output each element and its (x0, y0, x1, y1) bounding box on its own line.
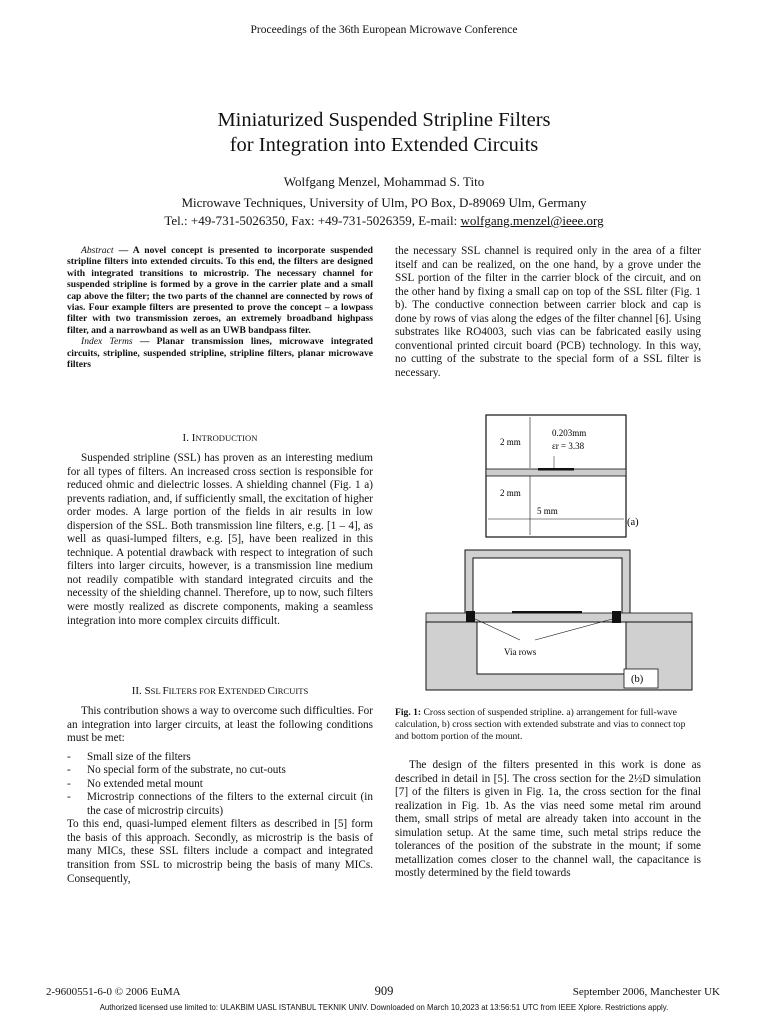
page-number: 909 (374, 984, 394, 998)
via-right (612, 611, 621, 623)
figure-1a-cross-section (486, 415, 639, 537)
list-item: - Small size of the filters (67, 751, 373, 765)
strip-conductor-b (512, 611, 582, 614)
section-2-body (67, 705, 373, 886)
index-terms-dash: — (132, 336, 157, 348)
list-item: - Microstrip connections of the filters to the external circuit (in the case of microstrip circuits) (67, 791, 373, 818)
figure-1 (420, 412, 710, 697)
paragraph: the necessary SSL channel is required only in the area of a filter itself and can be realized, on the one hand, by a grove under the SSL portion of the filter in the carrier block of the circuit, and on the other hand by fixing a small cap on top of the SSL filter (Fig. 1 b). The conductive connection between carrier block and cap is done by rows of vias along the edges of the filter channel [6]. Using substrates like RO4003, such vias can be fabricated easily using conventional printed circuit board (PCB) technology. In this way, no cutting of the substrate to the special form of a SSL filter is necessary. (395, 245, 701, 379)
footer-isbn: 2-9600551-6-0 © 2006 EuMA (46, 986, 181, 998)
caption-text: Cross section of suspended stripline. a) arrangement for full-wave calculation, b) cross section with extended substrate and vias to connect top and bottom portion of the mount. (395, 707, 686, 743)
via-left (466, 611, 475, 623)
title-line-1: Miniaturized Suspended Stripline Filters (217, 109, 551, 131)
abstract-label: Abstract (81, 245, 114, 256)
paragraph: This contribution shows a way to overcome such difficulties. For an integration into larger circuits, at least the following conditions must be met: (67, 705, 373, 745)
section-1-heading: I. INTRODUCTION (182, 432, 258, 444)
label-a: (a) (627, 517, 639, 528)
proceedings-header: Proceedings of the 36th European Microwave Conference (250, 24, 518, 36)
abstract (67, 245, 373, 370)
footer-conference: September 2006, Manchester UK (572, 986, 720, 998)
authors: Wolfgang Menzel, Mohammad S. Tito (283, 174, 485, 189)
dim-bottom-label: 2 mm (500, 488, 521, 498)
email-link[interactable]: wolfgang.menzel@ieee.org (460, 213, 604, 228)
section-2-heading: II. SSL FILTERS FOR EXTENDED CIRCUITS (131, 685, 309, 697)
figure-caption (395, 707, 701, 744)
dim-width-label: 5 mm (537, 506, 558, 516)
contact-text: Tel.: +49-731-5026350, Fax: +49-731-5026359, E-mail: (164, 213, 461, 228)
right-column-top (395, 245, 701, 380)
index-terms-text: Planar transmission lines, microwave integrated circuits, stripline, suspended stripline, stripline filters, planar microwave filters (67, 336, 373, 371)
authorized-use-notice: Authorized licensed use limited to: ULAKBIM UASL ISTANBUL TEKNIK UNIV. Downloaded on March 10,2023 at 13:56:51 UTC from IEEE Xplore. Restrictions apply. (99, 1003, 669, 1012)
condition-list (67, 751, 373, 819)
substrate-b (426, 613, 692, 622)
abstract-dash: — (113, 245, 133, 256)
dim-eps-label: εr = 3.38 (552, 441, 585, 451)
caption-label: Fig. 1: (395, 707, 422, 718)
strip-conductor-a (538, 468, 574, 471)
section-1-body (67, 452, 373, 628)
title-line-2: for Integration into Extended Circuits (229, 134, 539, 156)
right-column-bottom (395, 759, 701, 881)
paper-title (0, 108, 768, 158)
via-rows-label: Via rows (504, 647, 537, 657)
affiliation-contact (0, 212, 768, 230)
dim-top-label: 2 mm (500, 437, 521, 447)
figure-1b-cross-section (426, 550, 692, 690)
list-item: - No special form of the substrate, no cut-outs (67, 764, 373, 778)
cap (465, 550, 630, 614)
affiliation (0, 194, 768, 230)
affiliation-address: Microwave Techniques, University of Ulm, PO Box, D-89069 Ulm, Germany (181, 195, 587, 210)
paragraph: The design of the filters presented in this work is done as described in detail in [5]. The cross section for the 2½D simulation [7] of the filters is given in Fig. 1a, the cross section for the final realization in Fig. 1b. As the vias need some metal rim around them, small strips of metal are already taken into account in the simulation setup. At the same time, such metal strips reduce the tolerances of the position of the substrate in the mount; if some metallization comes closer to the channel wall, the capacitance is mostly determined by the field towards (395, 759, 701, 880)
paragraph: To this end, quasi-lumped element filters as described in [5] form the basis of this approach. Secondly, as microstrip is the basis of many MICs, these SSL filters include a compact and integrated transition from SSL to microstrip being the basis of many MICs. Consequently, (67, 818, 373, 885)
index-terms-label: Index Terms (81, 336, 133, 348)
abstract-text: A novel concept is presented to incorporate suspended stripline filters into extended circuits. To this end, the filters are designed with integrated transitions to microstrip. The necessary channel for suspended stripline is formed by a grove in the carrier plate and a small cap above the filter; the two parts of the channel are connected by rows of vias. Four example filters are presented to prove the concept – a lowpass filter with two transmission zeroes, an extremely broadband highpass filter, and a narrowband as well as an UWB bandpass filter. (67, 245, 373, 336)
paragraph: Suspended stripline (SSL) has proven as an interesting medium for all types of filters. An increased cross section is responsible for reduced ohmic and dielectric losses. A shielding channel (Fig. 1 a) prevents radiation, and, if sufficiently small, the excitation of higher order modes. A large portion of the fields in air results in low dispersion of the SSL. Both transmission line filters, e.g. [1 – 4], as well as quasi-lumped filters, e.g. [5], have been realized in this technique. A potential drawback with respect to integration of such filters into larger circuits, however, is a transmission line medium not readily compatible with standard integrated circuits and the necessity of the shielding channel. Therefore, up to now, such filters were mostly realized as discrete components, making a seamless integration into more complex circuits difficult. (67, 452, 373, 627)
list-item: - No extended metal mount (67, 778, 373, 792)
dim-thickness-label: 0.203mm (552, 428, 587, 438)
label-b: (b) (631, 674, 644, 685)
